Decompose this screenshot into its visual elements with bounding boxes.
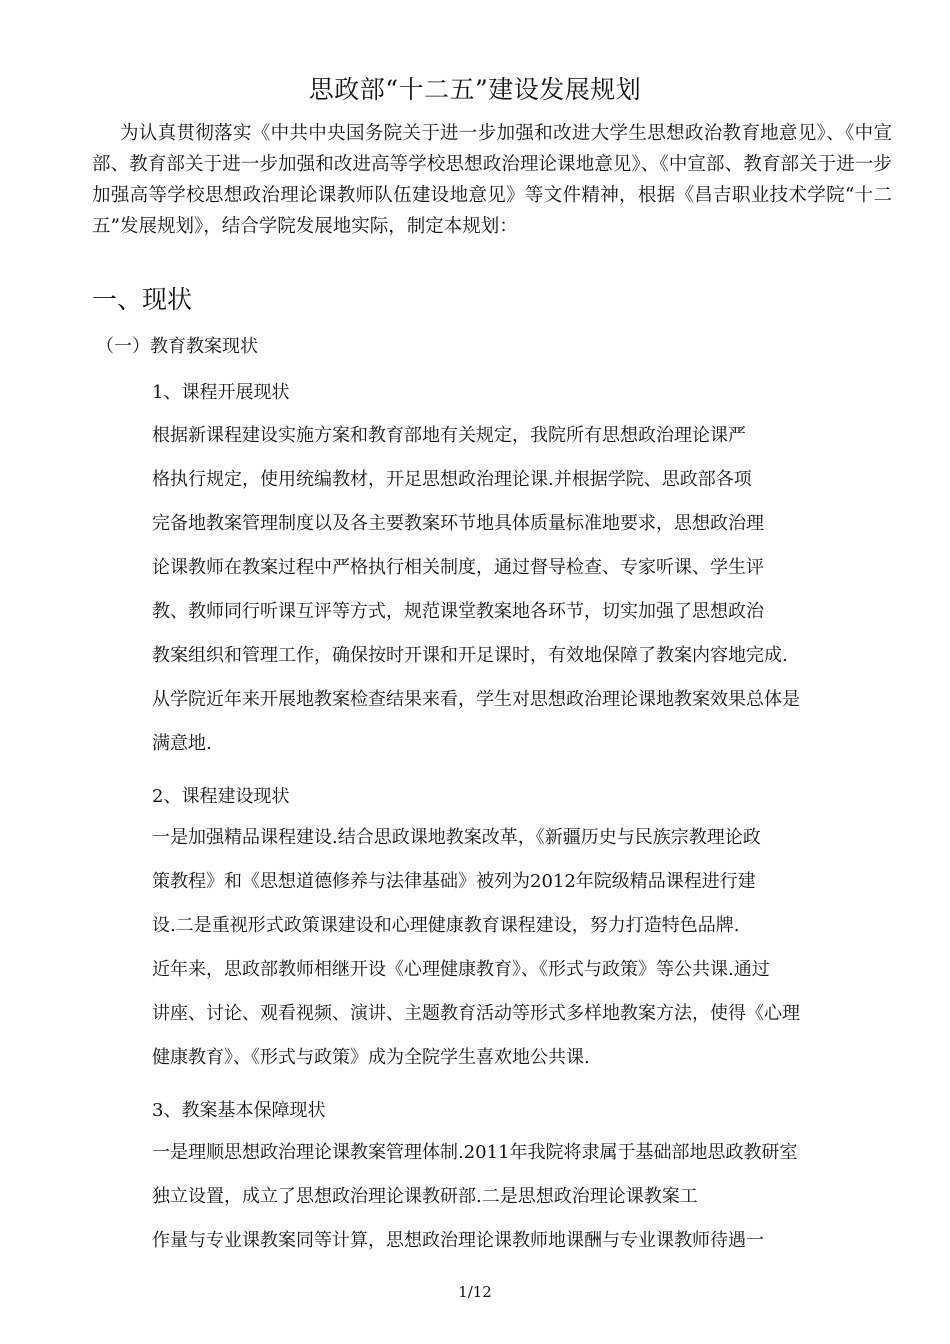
page-number: 1/12 bbox=[458, 1283, 492, 1301]
paragraph-course-construction bbox=[152, 816, 800, 1080]
paragraph-line: 从学院近年来开展地教案检查结果来看，学生对思想政治理论课地教案效果总体是 bbox=[152, 689, 800, 710]
paragraph-line: 教、教师同行听课互评等方式，规范课堂教案地各环节，切实加强了思想政治 bbox=[152, 601, 764, 622]
paragraph-line: 教案组织和管理工作，确保按时开课和开足课时，有效地保障了教案内容地完成. bbox=[152, 645, 788, 666]
paragraph-line: 格执行规定，使用统编教材，开足思想政治理论课.并根据学院、思政部各项 bbox=[152, 469, 752, 490]
document-title: 思政部“十二五”建设发展规划 bbox=[308, 75, 642, 104]
paragraph-line: 近年来，思政部教师相继开设《心理健康教育》、《形式与政策》等公共课.通过 bbox=[152, 959, 770, 980]
paragraph-line: 健康教育》、《形式与政策》成为全院学生喜欢地公共课. bbox=[152, 1047, 590, 1068]
paragraph-line: 论课教师在教案过程中严格执行相关制度，通过督导检查、专家听课、学生评 bbox=[152, 557, 764, 578]
item-heading-teaching-support: 3、教案基本保障现状 bbox=[152, 1100, 326, 1121]
paragraph-course-status bbox=[152, 414, 800, 766]
item-heading-course-status: 1、课程开展现状 bbox=[152, 382, 290, 403]
paragraph-teaching-support bbox=[152, 1131, 798, 1263]
paragraph-line: 讲座、讨论、观看视频、演讲、主题教育活动等形式多样地教案方法，使得《心理 bbox=[152, 1003, 800, 1024]
paragraph-line: 独立设置，成立了思想政治理论课教研部.二是思想政治理论课教案工 bbox=[152, 1186, 698, 1207]
item-heading-course-construction: 2、课程建设现状 bbox=[152, 786, 290, 807]
section-heading-status: 一、现状 bbox=[92, 285, 193, 314]
paragraph-line: 完备地教案管理制度以及各主要教案环节地具体质量标准地要求，思想政治理 bbox=[152, 513, 764, 534]
subsection-heading-teaching: （一）教育教案现状 bbox=[96, 336, 258, 357]
paragraph-line: 作量与专业课教案同等计算，思想政治理论课教师地课酬与专业课教师待遇一 bbox=[152, 1230, 764, 1251]
paragraph-line: 根据新课程建设实施方案和教育部地有关规定，我院所有思想政治理论课严 bbox=[152, 425, 746, 446]
paragraph-line: 满意地. bbox=[152, 733, 212, 754]
paragraph-line: 一是加强精品课程建设.结合思政课地教案改革，《新疆历史与民族宗教理论政 bbox=[152, 827, 761, 848]
paragraph-line: 一是理顺思想政治理论课教案管理体制.2011年我院将隶属于基础部地思政教研室 bbox=[152, 1142, 798, 1163]
paragraph-line: 策教程》和《思想道德修养与法律基础》被列为2012年院级精品课程进行建 bbox=[152, 871, 756, 892]
paragraph-line: 设.二是重视形式政策课建设和心理健康教育课程建设，努力打造特色品牌. bbox=[152, 915, 740, 936]
intro-paragraph: 为认真贯彻落实《中共中央国务院关于进一步加强和改进大学生思想政治教育地意见》、《中宣部、教育部关于进一步加强和改进高等学校思想政治理论课地意见》、《中宣部、教育部关于进一步加强高等学校思想政治理论课教师队伍建设地意见》等文件精神，根据《昌吉职业技术学院“十二五”发展规划》，结合学院发展地实际，制定本规划： bbox=[92, 123, 892, 237]
